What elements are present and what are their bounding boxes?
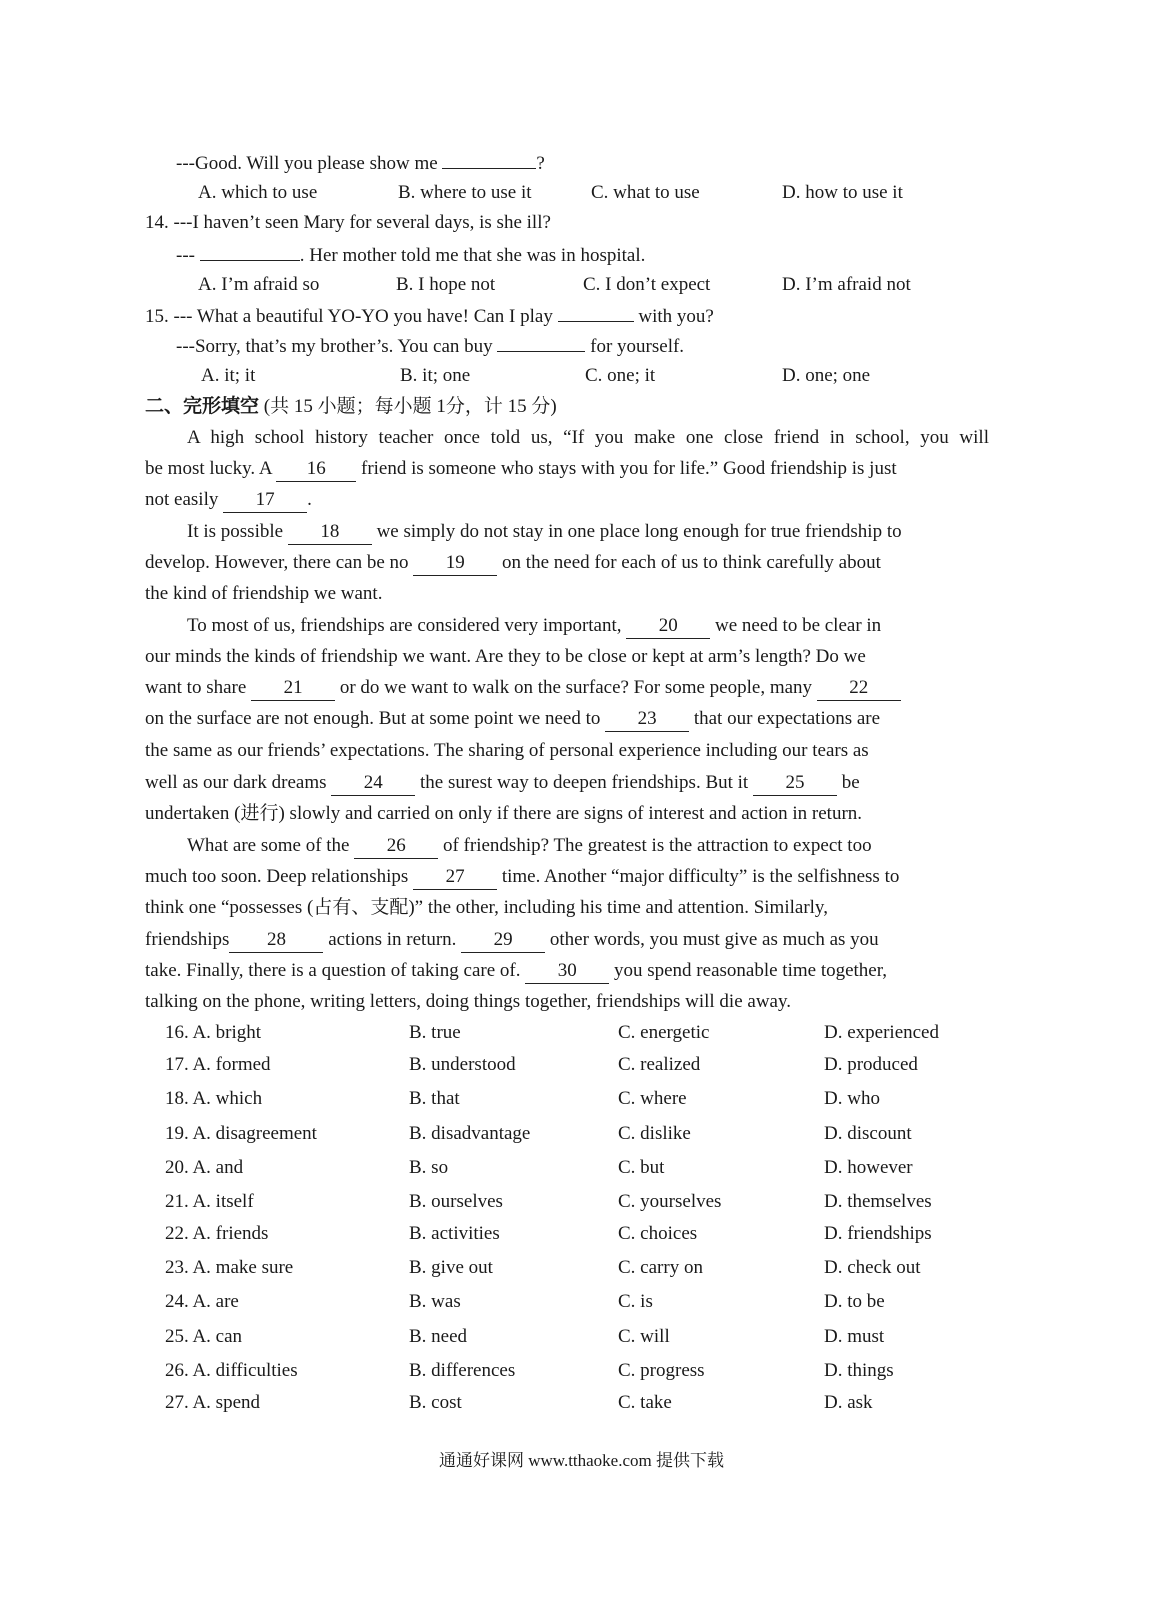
passage-line: A high school history teacher once told us, “If you make one close friend in school, you will [187, 427, 989, 448]
choice-24-c: C. is [618, 1291, 653, 1312]
choice-25-d: D. must [824, 1326, 885, 1347]
choice-20-b: B. so [409, 1157, 449, 1178]
passage-line [187, 614, 881, 639]
choice-18-c: C. where [618, 1088, 687, 1109]
choice-25-a: 25. A. can [165, 1326, 243, 1347]
blank-21: 21 [251, 676, 335, 701]
choice-20-c: C. but [618, 1157, 665, 1178]
passage-text: much too soon. Deep relationships [145, 866, 414, 887]
choice-20-a: 20. A. and [165, 1157, 244, 1178]
passage-line: the same as our friends’ expectations. The sharing of personal experience including our tears as [145, 740, 869, 761]
q15-question-prefix: 15. --- What a beautiful YO-YO you have! Can I play [145, 306, 558, 327]
passage-line: our minds the kinds of friendship we want. Are they to be close or kept at arm’s length? Do we [145, 646, 866, 667]
choice-19-b: B. disadvantage [409, 1123, 531, 1144]
choice-17-a: 17. A. formed [165, 1054, 271, 1075]
choice-21-c: C. yourselves [618, 1191, 722, 1212]
q14-question: 14. ---I haven’t seen Mary for several days, is she ill? [145, 212, 551, 233]
passage-text: or do we want to walk on the surface? For some people, many [335, 677, 817, 698]
passage-line [187, 520, 902, 545]
blank-26: 26 [354, 834, 438, 859]
passage-text: we simply do not stay in one place long enough for true friendship to [371, 521, 902, 542]
choice-21-b: B. ourselves [409, 1191, 503, 1212]
choice-20-d: D. however [824, 1157, 913, 1178]
section-2-heading [145, 395, 557, 419]
blank-17: 17 [223, 488, 307, 513]
q15-option-c: C. one; it [585, 365, 656, 386]
q15-option-b: B. it; one [400, 365, 471, 386]
passage-line: the kind of friendship we want. [145, 583, 383, 604]
q15-question-suffix: with you? [633, 306, 714, 327]
choice-17-d: D. produced [824, 1054, 918, 1075]
q14-response [176, 242, 645, 268]
choice-17-b: B. understood [409, 1054, 516, 1075]
q13-option-c: C. what to use [591, 182, 700, 203]
blank-16: 16 [276, 457, 356, 482]
q15-option-d: D. one; one [782, 365, 871, 386]
passage-text: on the surface are not enough. But at some point we need to [145, 708, 606, 729]
passage-text: To most of us, friendships are considered very important, [187, 615, 627, 636]
blank-24: 24 [331, 771, 415, 796]
choice-22-a: 22. A. friends [165, 1223, 269, 1244]
q15-response [176, 333, 684, 359]
passage-text: be most lucky. A [145, 458, 277, 479]
passage-line [145, 865, 899, 890]
passage-line [145, 959, 887, 984]
choice-19-a: 19. A. disagreement [165, 1123, 317, 1144]
choice-18-a: 18. A. which [165, 1088, 263, 1109]
choice-26-c: C. progress [618, 1360, 705, 1381]
choice-23-c: C. carry on [618, 1257, 703, 1278]
q15-option-a: A. it; it [201, 365, 256, 386]
q14-option-c: C. I don’t expect [583, 274, 711, 295]
choice-27-d: D. ask [824, 1392, 873, 1413]
passage-text: other words, you must give as much as you [545, 929, 879, 950]
passage-line: undertaken (进行) slowly and carried on only if there are signs of interest and action in return. [145, 803, 863, 824]
passage-text: you spend reasonable time together, [609, 960, 888, 981]
choice-21-a: 21. A. itself [165, 1191, 254, 1212]
choice-16-d: D. experienced [824, 1022, 939, 1043]
q15-response-suffix: for yourself. [585, 336, 685, 357]
q13-option-d: D. how to use it [782, 182, 903, 203]
q14-option-b: B. I hope not [396, 274, 496, 295]
blank-29: 29 [461, 928, 545, 953]
passage-line [145, 551, 881, 576]
q15-question [145, 303, 714, 329]
passage-text: . [307, 489, 312, 510]
choice-19-d: D. discount [824, 1123, 912, 1144]
passage-line [145, 707, 880, 732]
passage-text: friendships [145, 929, 230, 950]
passage-line: think one “possesses (占有、支配)” the other, including his time and attention. Similarly, [145, 897, 828, 918]
passage-line [145, 771, 860, 796]
passage-text: What are some of the [187, 835, 355, 856]
passage-text: the surest way to deepen friendships. But it [415, 772, 753, 793]
q14-option-a: A. I’m afraid so [198, 274, 320, 295]
passage-line [145, 457, 897, 482]
choice-17-c: C. realized [618, 1054, 701, 1075]
choice-26-d: D. things [824, 1360, 894, 1381]
passage-line: talking on the phone, writing letters, doing things together, friendships will die away. [145, 991, 791, 1012]
passage-text: It is possible [187, 521, 288, 542]
passage-text: be [836, 772, 860, 793]
passage-line [145, 676, 901, 701]
passage-line [145, 488, 312, 513]
choice-27-b: B. cost [409, 1392, 462, 1413]
blank-27: 27 [413, 865, 497, 890]
choice-24-b: B. was [409, 1291, 461, 1312]
q15-blank-1 [558, 303, 634, 322]
section-2-title: 二、完形填空 [145, 396, 260, 417]
q13-response-suffix: ? [536, 153, 545, 174]
q14-response-suffix: . Her mother told me that she was in hospital. [299, 245, 646, 266]
choice-18-b: B. that [409, 1088, 460, 1109]
q13-response [176, 150, 545, 176]
page-footer: 通通好课网 www.tthaoke.com 提供下载 [438, 1451, 725, 1470]
choice-25-c: C. will [618, 1326, 670, 1347]
choice-21-d: D. themselves [824, 1191, 932, 1212]
passage-text: not easily [145, 489, 224, 510]
choice-24-d: D. to be [824, 1291, 885, 1312]
blank-20: 20 [626, 614, 710, 639]
q14-response-prefix: --- [176, 245, 200, 266]
passage-line [187, 834, 872, 859]
passage-text: take. Finally, there is a question of taking care of. [145, 960, 526, 981]
passage-text: of friendship? The greatest is the attraction to expect too [438, 835, 872, 856]
passage-text: develop. However, there can be no [145, 552, 414, 573]
q13-response-text: ---Good. Will you please show me [176, 153, 443, 174]
blank-25: 25 [753, 771, 837, 796]
choice-18-d: D. who [824, 1088, 880, 1109]
passage-text: that our expectations are [689, 708, 881, 729]
q15-blank-2 [497, 333, 585, 352]
choice-23-a: 23. A. make sure [165, 1257, 294, 1278]
choice-26-b: B. differences [409, 1360, 516, 1381]
choice-26-a: 26. A. difficulties [165, 1360, 298, 1381]
passage-text: on the need for each of us to think carefully about [497, 552, 881, 573]
choice-22-d: D. friendships [824, 1223, 932, 1244]
choice-22-b: B. activities [409, 1223, 500, 1244]
blank-30: 30 [525, 959, 609, 984]
choice-16-a: 16. A. bright [165, 1022, 262, 1043]
q14-option-d: D. I’m afraid not [782, 274, 911, 295]
blank-28: 28 [229, 928, 323, 953]
q13-option-b: B. where to use it [398, 182, 532, 203]
choice-27-c: C. take [618, 1392, 672, 1413]
passage-text: we need to be clear in [710, 615, 882, 636]
choice-23-d: D. check out [824, 1257, 921, 1278]
q13-blank [442, 150, 536, 169]
choice-19-c: C. dislike [618, 1123, 691, 1144]
choice-23-b: B. give out [409, 1257, 493, 1278]
q14-blank [200, 242, 300, 261]
choice-25-b: B. need [409, 1326, 468, 1347]
passage-text: well as our dark dreams [145, 772, 332, 793]
passage-text: actions in return. [323, 929, 462, 950]
passage-text: want to share [145, 677, 252, 698]
passage-text: friend is someone who stays with you for life.” Good friendship is just [356, 458, 897, 479]
passage-line [145, 928, 879, 953]
blank-23: 23 [605, 707, 689, 732]
q13-option-a: A. which to use [198, 182, 318, 203]
choice-16-c: C. energetic [618, 1022, 710, 1043]
section-2-note: (共 15 小题；每小题 1分，计 15 分) [259, 396, 557, 417]
choice-27-a: 27. A. spend [165, 1392, 260, 1413]
q15-response-prefix: ---Sorry, that’s my brother’s. You can buy [176, 336, 498, 357]
choice-16-b: B. true [409, 1022, 461, 1043]
blank-18: 18 [288, 520, 372, 545]
passage-text: time. Another “major difficulty” is the selfishness to [497, 866, 900, 887]
choice-24-a: 24. A. are [165, 1291, 239, 1312]
blank-22: 22 [817, 676, 901, 701]
blank-19: 19 [413, 551, 497, 576]
choice-22-c: C. choices [618, 1223, 698, 1244]
